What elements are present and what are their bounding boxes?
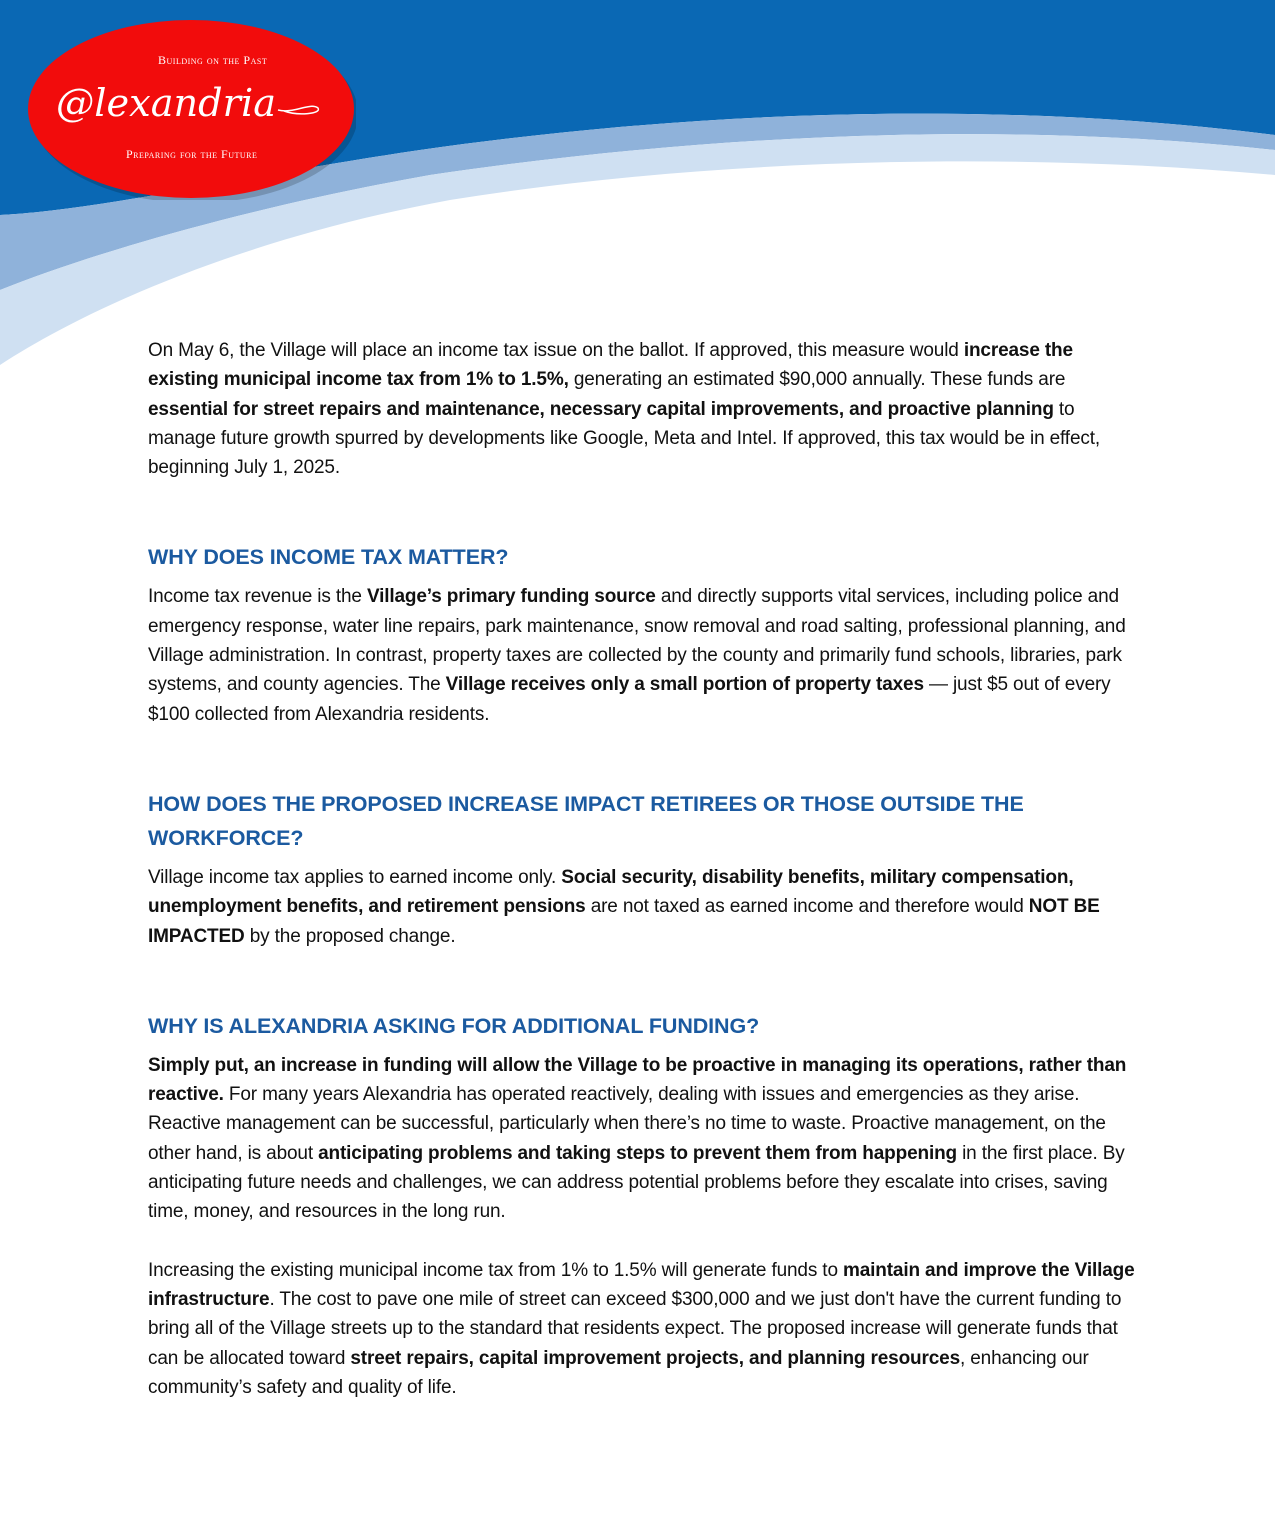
bold-text: Village’s primary funding source xyxy=(366,586,656,608)
section-paragraph xyxy=(148,582,1140,728)
bold-text: maintain and improve the Village infrastructure xyxy=(148,1259,1135,1310)
bold-text: anticipating problems and taking steps to prevent them from happening xyxy=(318,1142,957,1164)
text-run: by the proposed change. xyxy=(244,925,456,947)
bold-text: Village receives only a small portion of property taxes xyxy=(445,674,924,696)
section-heading: WHY DOES INCOME TAX MATTER? xyxy=(148,545,509,570)
logo-bottom-line: Preparing for the Future xyxy=(126,147,258,161)
bold-text: increase the existing municipal income tax from 1% to 1.5%, xyxy=(148,340,1073,391)
section-paragraph xyxy=(148,1051,1140,1227)
logo-top-line: Building on the Past xyxy=(158,53,268,67)
alexandria-logo xyxy=(26,18,356,200)
section-paragraph xyxy=(148,1256,1140,1402)
text-run: to manage future growth spurred by developments like Google, Meta and Intel. If approved, this tax would be in effect, beginning July 1, 2025. xyxy=(148,398,1100,479)
text-run: , enhancing our community’s safety and quality of life. xyxy=(148,1347,1089,1398)
text-run: For many years Alexandria has operated reactively, dealing with issues and emergencies as they arise. Reactive management can be successful, particularly when there’s no time to waste. Proactive management, on the other hand, is about xyxy=(148,1084,1106,1164)
bold-text: street repairs, capital improvement projects, and planning resources xyxy=(350,1347,960,1369)
bold-text: Social security, disability benefits, military compensation, unemployment benefits, and retirement pensions xyxy=(148,866,1074,918)
section-heading: WHY IS ALEXANDRIA ASKING FOR ADDITIONAL FUNDING? xyxy=(148,1013,760,1038)
bold-text: NOT BE IMPACTED xyxy=(148,896,1100,947)
text-run: and directly supports vital services, including police and emergency response, water line repairs, park maintenance, snow removal and road salting, professional planning, and Village administration. In contrast, property taxes are collected by the county and primarily fund schools, libraries, park systems, and county agencies. The xyxy=(148,586,1126,696)
section-heading: HOW DOES THE PROPOSED INCREASE IMPACT RETIREES OR THOSE OUTSIDE THE WORKFORCE? xyxy=(148,791,1024,850)
bold-text: Simply put, an increase in funding will allow the Village to be proactive in managing its operations, rather than reactive. xyxy=(148,1054,1127,1106)
text-run: in the first place. By anticipating future needs and challenges, we can address potential problems before they escalate into crises, saving time, money, and resources in the long run. xyxy=(148,1142,1125,1223)
logo-wordmark: @lexandria xyxy=(56,81,276,125)
bold-text: essential for street repairs and maintenance, necessary capital improvements, and proactive planning xyxy=(148,398,1054,420)
text-run: generating an estimated $90,000 annually. These funds are xyxy=(568,369,1066,391)
text-run: . The cost to pave one mile of street can exceed $300,000 and we just don't have the current funding to bring all of the Village streets up to the standard that residents expect. The proposed increase will generate funds that can be allocated toward xyxy=(148,1288,1122,1369)
section-paragraph xyxy=(148,863,1140,951)
text-run: Village income tax applies to earned income only. xyxy=(148,866,562,888)
text-run: are not taxed as earned income and therefore would xyxy=(585,896,1029,918)
text-run: Income tax revenue is the xyxy=(148,586,367,608)
text-run: — just $5 out of every $100 collected from Alexandria residents. xyxy=(148,674,1111,725)
document-body xyxy=(148,336,1140,1402)
intro-paragraph xyxy=(148,336,1140,482)
text-run: On May 6, the Village will place an income tax issue on the ballot. If approved, this measure would xyxy=(148,340,964,361)
text-run: Increasing the existing municipal income tax from 1% to 1.5% will generate funds to xyxy=(148,1259,843,1281)
